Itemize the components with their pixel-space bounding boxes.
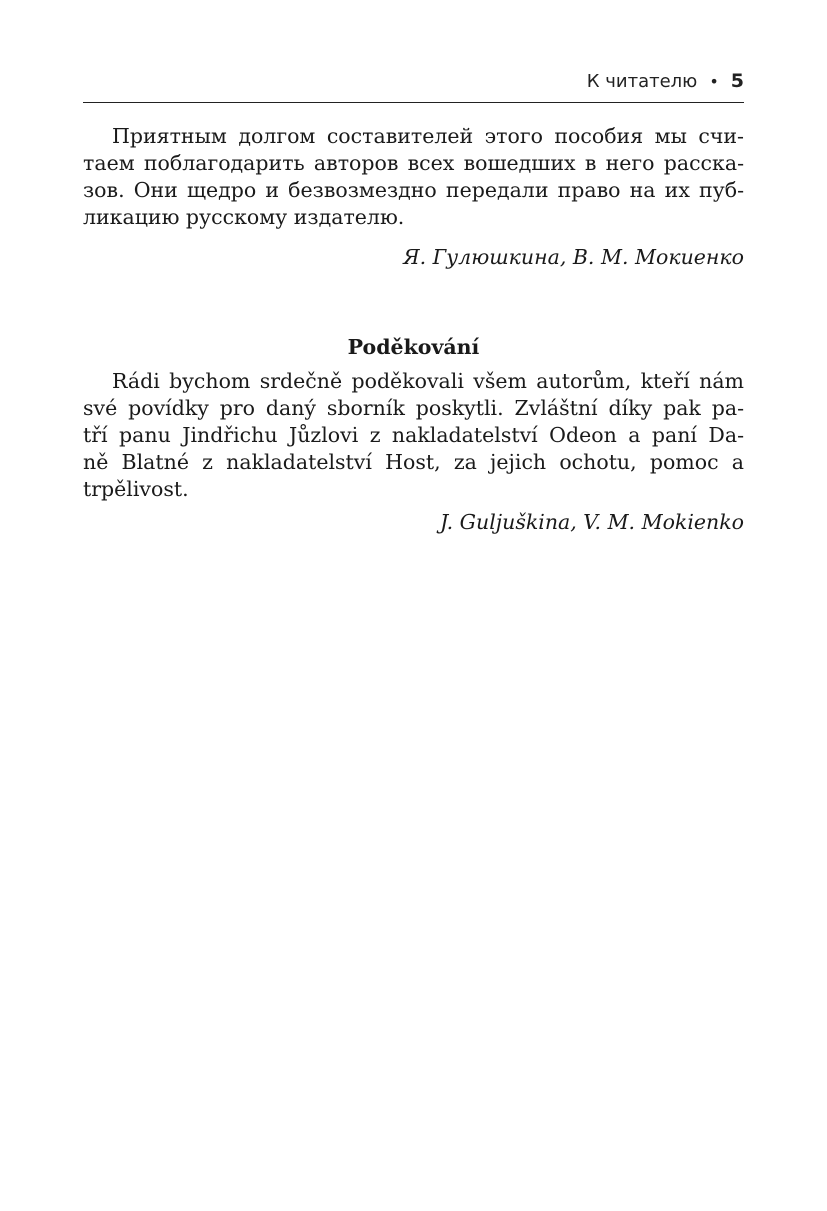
page-number: 5 <box>730 70 744 92</box>
russian-paragraph <box>83 123 744 231</box>
paragraph-line: Приятным долгом составителей этого пособия мы счи- <box>112 124 744 148</box>
paragraph-line: své povídky pro daný sborník poskytli. Zvláštní díky pak pa- <box>83 396 744 420</box>
section-title: Poděkování <box>347 335 480 359</box>
header-rule <box>83 102 744 103</box>
czech-paragraph <box>83 368 744 503</box>
paragraph-line: ně Blatné z nakladatelství Host, za jejich ochotu, pomoc a <box>83 450 744 474</box>
czech-signature: J. Guljuškina, V. M. Mokienko <box>440 510 744 534</box>
paragraph-line: таем поблагодарить авторов всех вошедших в него расска- <box>83 151 744 175</box>
paragraph-line: Rádi bychom srdečně poděkovali všem autorům, kteří nám <box>112 369 744 393</box>
paragraph-line: tří panu Jindřichu Jůzlovi z nakladatelství Odeon a paní Da- <box>83 423 744 447</box>
paragraph-line: trpělivost. <box>83 477 189 501</box>
russian-signature: Я. Гулюшкина, В. М. Мокиенко <box>403 245 744 269</box>
header-section-title: К читателю <box>586 70 698 92</box>
paragraph-line: зов. Они щедро и безвозмездно передали право на их пуб- <box>83 178 744 202</box>
running-header <box>83 66 744 96</box>
paragraph-line: ликацию русскому издателю. <box>83 205 405 229</box>
header-bullet-separator: • <box>709 71 719 91</box>
